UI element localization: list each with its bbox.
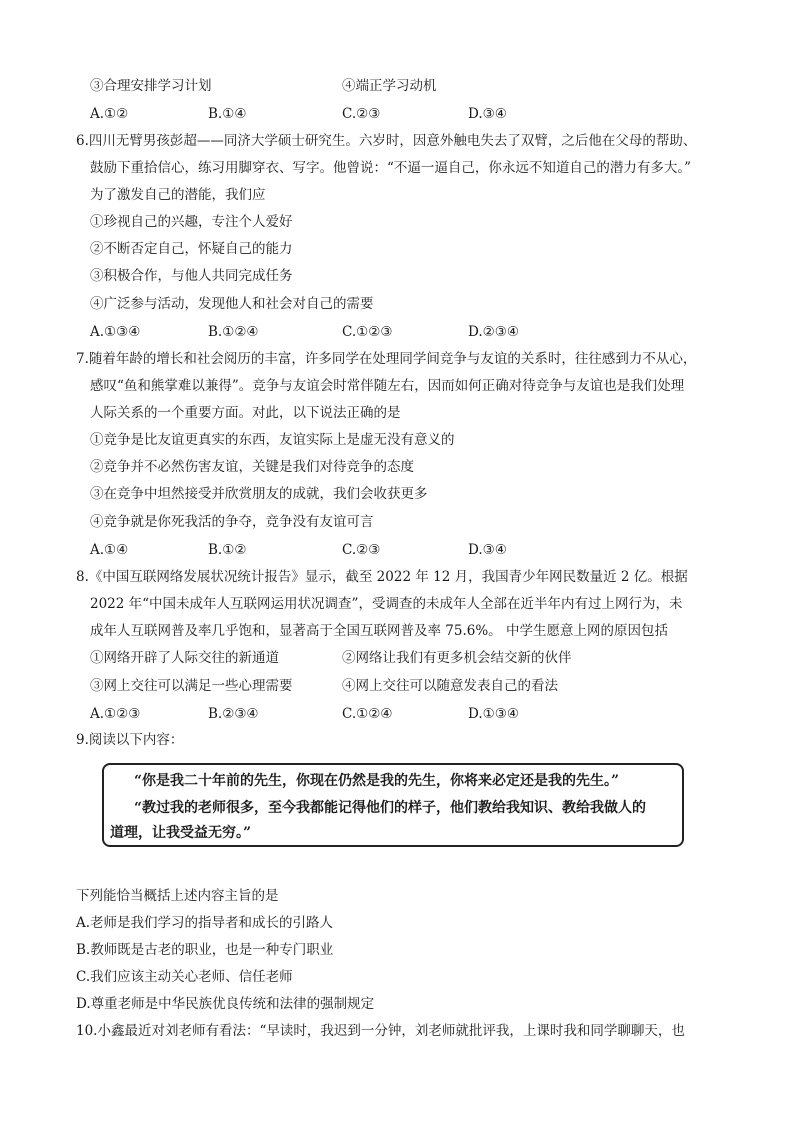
q8-option-d: D.①③④ [468, 706, 519, 722]
q8-option-b: B.②③④ [208, 706, 259, 722]
q9-option-c: C.我们应该主动关心老师、信任老师 [76, 969, 293, 985]
q5-option-a: A.①② [90, 106, 129, 122]
q6-statement-3: ③积极合作，与他人共同完成任务 [90, 268, 293, 284]
q7-option-d: D.③④ [468, 542, 507, 558]
q8-option-a: A.①②③ [90, 706, 141, 722]
q7-option-c: C.②③ [342, 542, 381, 558]
q10-stem-line-1: 10.小鑫最近对刘老师有看法：“早读时，我迟到一分钟，刘老师就批评我，上课时我和同学聊聊天，也 [76, 1023, 685, 1039]
q6-stem-line-2: 鼓励下重拾信心，练习用脚穿衣、写字。他曾说：“不逼一逼自己，你永远不知道自己的潜力有多大。” [90, 160, 692, 176]
quote-line-3: 道理，让我受益无穷。” [110, 825, 252, 841]
q7-stem-line-1: 7.随着年龄的增长和社会阅历的丰富，许多同学在处理同学间竞争与友谊的关系时，往往感到力不从心， [76, 351, 697, 367]
q6-option-a: A.①③④ [90, 324, 141, 340]
q7-statement-3: ③在竞争中坦然接受并欣赏朋友的成就，我们会收获更多 [90, 486, 428, 502]
q9-option-b: B.教师既是古老的职业，也是一种专门职业 [76, 942, 334, 958]
q9-option-a: A.老师是我们学习的指导者和成长的引路人 [76, 915, 334, 931]
q6-option-b: B.①②④ [208, 324, 259, 340]
q6-stem-line-3: 为了激发自己的潜能，我们应 [90, 187, 266, 203]
q5-statement-4: ④端正学习动机 [342, 78, 437, 94]
q6-option-c: C.①②③ [342, 324, 393, 340]
q8-stem-line-3: 成年人互联网普及率几乎饱和，显著高于全国互联网普及率 75.6%。 中学生愿意上网的原因包括 [90, 623, 668, 639]
q8-stem-line-1: 8.《中国互联网络发展状况统计报告》显示，截至 2022 年 12 月，我国青少年网民数量近 2 亿。根据 [76, 569, 688, 585]
q7-statement-1: ①竞争是比友谊更真实的东西，友谊实际上是虚无没有意义的 [90, 432, 455, 448]
q5-option-b: B.①④ [208, 106, 247, 122]
q6-option-d: D.②③④ [468, 324, 519, 340]
q8-option-c: C.①②④ [342, 706, 393, 722]
q7-option-b: B.①② [208, 542, 247, 558]
q8-statement-4: ④网上交往可以随意发表自己的看法 [342, 678, 558, 694]
q5-option-d: D.③④ [468, 106, 507, 122]
quote-box [102, 763, 684, 847]
q7-statement-4: ④竞争就是你死我活的争夺，竞争没有友谊可言 [90, 514, 374, 530]
q7-statement-2: ②竞争并不必然伤害友谊，关键是我们对待竞争的态度 [90, 459, 414, 475]
q6-statement-4: ④广泛参与活动，发现他人和社会对自己的需要 [90, 296, 374, 312]
q8-statement-2: ②网络让我们有更多机会结交新的伙伴 [342, 650, 572, 666]
q8-statement-1: ①网络开辟了人际交往的新通道 [90, 650, 279, 666]
q7-stem-line-2: 感叹“鱼和熊掌难以兼得”。竞争与友谊会时常伴随左右，因而如何正确对待竞争与友谊也是我们处理 [90, 378, 685, 394]
q6-statement-2: ②不断否定自己，怀疑自己的能力 [90, 241, 293, 257]
q9-stem-line-1: 9.阅读以下内容： [76, 732, 184, 748]
q5-option-c: C.②③ [342, 106, 381, 122]
quote-line-1: “你是我二十年前的先生，你现在仍然是我的先生，你将来必定还是我的先生。” [134, 773, 620, 789]
q6-statement-1: ①珍视自己的兴趣，专注个人爱好 [90, 214, 293, 230]
q7-option-a: A.①④ [90, 542, 129, 558]
q9-option-d: D.尊重老师是中华民族优良传统和法律的强制规定 [76, 996, 375, 1012]
q9-prompt: 下列能恰当概括上述内容主旨的是 [76, 888, 279, 904]
q8-stem-line-2: 2022 年“中国未成年人互联网运用状况调查”，受调查的未成年人全部在近半年内有过上网行为，未 [90, 596, 683, 612]
q6-stem-line-1: 6.四川无臂男孩彭超——同济大学硕士研究生。六岁时，因意外触电失去了双臂，之后他在父母的帮助、 [76, 133, 697, 149]
quote-line-2: “教过我的老师很多，至今我都能记得他们的样子，他们教给我知识、教给我做人的 [134, 800, 647, 816]
q7-stem-line-3: 人际关系的一个重要方面。对此，以下说法正确的是 [90, 405, 401, 421]
q8-statement-3: ③网上交往可以满足一些心理需要 [90, 678, 293, 694]
q5-statement-3: ③合理安排学习计划 [90, 78, 212, 94]
